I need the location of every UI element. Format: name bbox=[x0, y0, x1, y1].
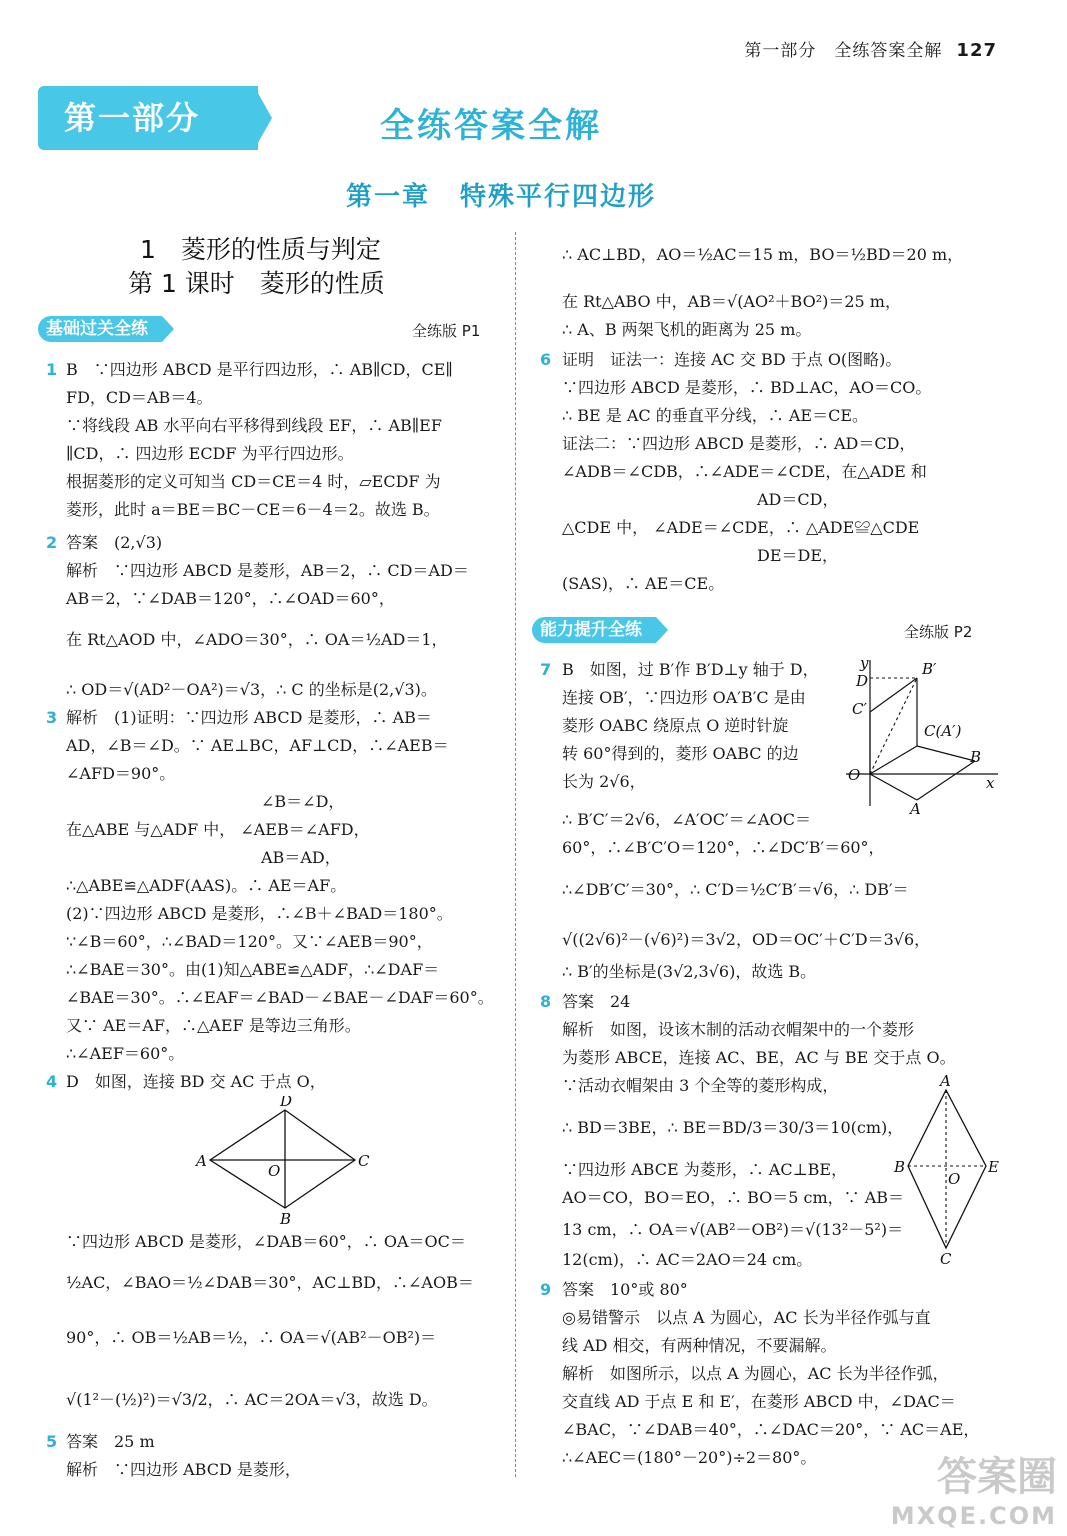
question-number: 9 bbox=[540, 1280, 552, 1299]
fig7-label-c-aprime: C(A′) bbox=[924, 722, 962, 740]
running-header bbox=[744, 36, 997, 61]
solution-line: ∴ BE 是 AC 的垂直平分线，∴ AE＝CE。 bbox=[562, 406, 869, 425]
fig4-label-c: C bbox=[358, 1152, 370, 1170]
solution-line: 连接 OB′，∵四边形 OA′B′C 是由 bbox=[562, 688, 806, 707]
solution-line: (SAS)，∴ AE＝CE。 bbox=[562, 574, 725, 593]
solution-line: ∴ A、B 两架飞机的距离为 25 m。 bbox=[562, 320, 812, 339]
solution-line: 13 cm，∴ OA＝√(AB²－OB²)＝√(13²－5²)＝ bbox=[562, 1220, 904, 1239]
solution-line: ∴ OD＝√(AD²－OA²)＝√3，∴ C 的坐标是(2,√3)。 bbox=[66, 680, 437, 699]
solution-line: 菱形 OABC 绕原点 O 逆时针旋 bbox=[562, 716, 789, 735]
fig7-label-cprime: C′ bbox=[852, 700, 867, 718]
solution-line: B ∵四边形 ABCD 是平行四边形，∴ AB∥CD，CE∥ bbox=[66, 360, 453, 379]
solution-line: ∠B＝∠D， bbox=[261, 792, 345, 811]
solution-line: ∠ADB＝∠CDB，∴∠ADE＝∠CDE，在△ADE 和 bbox=[562, 462, 927, 481]
solution-line: ½AC，∠BAO＝½∠DAB＝30°，AC⊥BD，∴∠AOB＝ bbox=[66, 1273, 474, 1292]
solution-line: ∴ AC⊥BD，AO＝½AC＝15 m，BO＝½BD＝20 m， bbox=[562, 245, 964, 264]
solution-line: 90°，∴ OB＝½AB＝½，∴ OA＝√(AB²－OB²)＝ bbox=[66, 1328, 437, 1347]
chapter-label: 第一章 bbox=[346, 182, 431, 212]
solution-line: 转 60°得到的，菱形 OABC 的边 bbox=[562, 744, 799, 763]
solution-line: D 如图，连接 BD 交 AC 于点 O， bbox=[66, 1072, 326, 1091]
question-number: 8 bbox=[540, 992, 552, 1011]
solution-line: AD，∠B＝∠D。∵ AE⊥BC，AF⊥CD，∴∠AEB＝ bbox=[66, 736, 449, 755]
question-number: 1 bbox=[46, 360, 58, 379]
solution-line: 线 AD 相交，有两种情况，不要漏解。 bbox=[562, 1336, 837, 1355]
solution-line: ∴ B′C′＝2√6，∠A′OC′＝∠AOC＝ bbox=[562, 810, 811, 829]
lesson-title: 第 1 课时 菱形的性质 bbox=[128, 269, 385, 298]
solution-line: 答案 10°或 80° bbox=[562, 1280, 688, 1299]
fig7-label-bprime: B′ bbox=[922, 660, 937, 678]
solution-line: 60°，∴∠B′C′O＝120°，∴∠DC′B′＝60°， bbox=[562, 838, 885, 857]
fig7-label-b: B bbox=[970, 748, 982, 766]
fig4-label-b: B bbox=[280, 1210, 292, 1226]
solution-line: ∴∠DB′C′＝30°，∴ C′D＝½C′B′＝√6，∴ DB′＝ bbox=[562, 880, 909, 899]
tag-advanced: 能力提升全练 bbox=[532, 617, 656, 643]
solution-line: AB＝AD， bbox=[261, 848, 341, 867]
solution-line: 交直线 AD 于点 E 和 E′，在菱形 ABCD 中，∠DAC＝ bbox=[562, 1392, 956, 1411]
tag-basic-ref: 全练版 P1 bbox=[412, 322, 481, 340]
solution-line: ∴ BD＝3BE，∴ BE＝BD/3＝30/3＝10(cm)， bbox=[562, 1118, 904, 1137]
rhombus-figure-8 bbox=[890, 1072, 1010, 1268]
fig7-label-a: A bbox=[910, 800, 921, 816]
solution-line: 在 Rt△ABO 中，AB＝√(AO²＋BO²)＝25 m， bbox=[562, 292, 901, 311]
solution-line: ∵四边形 ABCE 为菱形，∴ AC⊥BE， bbox=[562, 1160, 848, 1179]
fig8-label-a: A bbox=[940, 1072, 951, 1090]
solution-line: √(1²－(½)²)＝√3/2，∴ AC＝2OA＝√3，故选 D。 bbox=[66, 1390, 438, 1409]
solution-line: ∴∠AEC＝(180°－20°)÷2＝80°。 bbox=[562, 1448, 817, 1467]
solution-line: ∠BAE＝30°。∴∠EAF＝∠BAD－∠BAE－∠DAF＝60°。 bbox=[66, 988, 494, 1007]
section-title: 1 菱形的性质与判定 bbox=[140, 235, 381, 264]
fig8-label-e: E bbox=[988, 1158, 999, 1176]
chapter-name: 特殊平行四边形 bbox=[460, 182, 657, 212]
column-divider bbox=[515, 232, 516, 1477]
page-number: 127 bbox=[956, 40, 997, 61]
solution-line: ∠BAC，∵∠DAB＝40°，∴∠DAC＝20°，∵ AC＝AE， bbox=[562, 1420, 980, 1439]
rotation-figure-7 bbox=[842, 656, 1002, 816]
watermark-bottom: MXQE.COM bbox=[890, 1502, 1057, 1530]
rhombus-figure-4 bbox=[190, 1096, 380, 1226]
solution-line: 解析 (1)证明：∵四边形 ABCD 是菱形，∴ AB＝ bbox=[66, 708, 432, 727]
question-number: 3 bbox=[46, 708, 58, 727]
watermark-top: 答案圈 bbox=[937, 1454, 1057, 1500]
solution-line: ∵∠B＝60°，∴∠BAD＝120°。又∵∠AEB＝90°， bbox=[66, 932, 433, 951]
question-number: 4 bbox=[46, 1072, 58, 1091]
solution-line: 长为 2√6， bbox=[562, 772, 646, 791]
solution-line: 根据菱形的定义可知当 CD＝CE＝4 时，▱ECDF 为 bbox=[66, 472, 441, 491]
fig4-label-a: A bbox=[196, 1152, 207, 1170]
solution-line: ∴△ABE≌△ADF(AAS)。∴ AE＝AF。 bbox=[66, 876, 347, 895]
question-number: 7 bbox=[540, 660, 552, 679]
solution-line: 解析 ∵四边形 ABCD 是菱形， bbox=[66, 1460, 301, 1479]
solution-line: √((2√6)²－(√6)²)＝3√2，OD＝OC′＋C′D＝3√6， bbox=[562, 930, 931, 949]
running-title: 第一部分 全练答案全解 bbox=[744, 41, 943, 61]
solution-line: ∠AFD＝90°。 bbox=[66, 764, 176, 783]
fig4-label-o: O bbox=[268, 1162, 281, 1180]
solution-line: (2)∵四边形 ABCD 是菱形，∴∠B＋∠BAD＝180°。 bbox=[66, 904, 453, 923]
solution-line: ∵活动衣帽架由 3 个全等的菱形构成， bbox=[562, 1076, 839, 1095]
solution-line: 解析 如图所示，以点 A 为圆心，AC 长为半径作弧， bbox=[562, 1364, 949, 1383]
solution-line: 答案 24 bbox=[562, 992, 631, 1011]
solution-line: 证明 证法一：连接 AC 交 BD 于点 O(图略)。 bbox=[562, 350, 902, 369]
chapter-heading bbox=[346, 176, 656, 213]
solution-line: ∵将线段 AB 水平向右平移得到线段 EF，∴ AB∥EF bbox=[66, 416, 442, 435]
solution-line: 12(cm)，∴ AC＝2AO＝24 cm。 bbox=[562, 1250, 813, 1269]
fig7-label-d: D bbox=[856, 672, 869, 690]
fig7-label-o: O bbox=[848, 766, 861, 784]
page-title: 全练答案全解 bbox=[380, 106, 602, 146]
tag-basic: 基础过关全练 bbox=[38, 316, 162, 342]
solution-line: 解析 ∵四边形 ABCD 是菱形，AB＝2，∴ CD＝AD＝ bbox=[66, 561, 469, 580]
solution-line: 解析 如图，设该木制的活动衣帽架中的一个菱形 bbox=[562, 1020, 915, 1039]
fig8-label-b: B bbox=[894, 1158, 906, 1176]
question-number: 5 bbox=[46, 1432, 58, 1451]
tag-advanced-ref: 全练版 P2 bbox=[904, 623, 973, 641]
fig8-label-o: O bbox=[948, 1170, 961, 1188]
solution-line: 在△ABE 与△ADF 中， ∠AEB＝∠AFD， bbox=[66, 820, 370, 839]
question-number: 6 bbox=[540, 350, 552, 369]
fig8-label-c: C bbox=[940, 1250, 952, 1268]
banner-chevron bbox=[254, 86, 272, 150]
watermark bbox=[891, 1445, 1057, 1530]
solution-line: ∴∠BAE＝30°。由(1)知△ABE≌△ADF，∴∠DAF＝ bbox=[66, 960, 440, 979]
solution-line: 证法二：∵四边形 ABCD 是菱形，∴ AD＝CD， bbox=[562, 434, 916, 453]
part-banner: 第一部分 bbox=[38, 86, 258, 150]
solution-line: B 如图，过 B′作 B′D⊥y 轴于 D， bbox=[562, 660, 819, 679]
solution-line: AB＝2，∵∠DAB＝120°，∴∠OAD＝60°， bbox=[66, 589, 395, 608]
solution-line: 答案 (2,√3) bbox=[66, 533, 163, 552]
solution-line: DE＝DE， bbox=[757, 546, 839, 565]
question-number: 2 bbox=[46, 533, 58, 552]
solution-line: AD＝CD， bbox=[757, 490, 839, 509]
solution-line: ∴ B′的坐标是(3√2,3√6)，故选 B。 bbox=[562, 962, 817, 981]
fig4-label-d: D bbox=[280, 1096, 293, 1110]
solution-line: ∵四边形 ABCD 是菱形，∠DAB＝60°，∴ OA＝OC＝ bbox=[66, 1232, 466, 1251]
fig7-label-x: x bbox=[986, 774, 995, 792]
solution-line: 菱形，此时 a＝BE＝BC－CE＝6－4＝2。故选 B。 bbox=[66, 500, 440, 519]
solution-line: ∴∠AEF＝60°。 bbox=[66, 1044, 185, 1063]
solution-line: 为菱形 ABCE，连接 AC、BE，AC 与 BE 交于点 O。 bbox=[562, 1048, 956, 1067]
solution-line: ◎易错警示 以点 A 为圆心，AC 长为半径作弧与直 bbox=[562, 1308, 931, 1327]
solution-line: FD，CD＝AB＝4。 bbox=[66, 388, 213, 407]
solution-line: 在 Rt△AOD 中，∠ADO＝30°，∴ OA＝½AD＝1， bbox=[66, 630, 448, 649]
solution-line: △CDE 中， ∠ADE＝∠CDE，∴ △ADE≌△CDE bbox=[562, 518, 920, 537]
solution-line: ∵四边形 ABCD 是菱形，∴ BD⊥AC，AO＝CO。 bbox=[562, 378, 932, 397]
fig7-label-y: y bbox=[860, 656, 869, 672]
solution-line: AO＝CO，BO＝EO，∴ BO＝5 cm，∵ AB＝ bbox=[562, 1188, 905, 1207]
solution-line: 答案 25 m bbox=[66, 1432, 155, 1451]
solution-line: 又∵ AE＝AF，∴△AEF 是等边三角形。 bbox=[66, 1016, 361, 1035]
solution-line: ∥CD，∴ 四边形 ECDF 为平行四边形。 bbox=[66, 444, 354, 463]
